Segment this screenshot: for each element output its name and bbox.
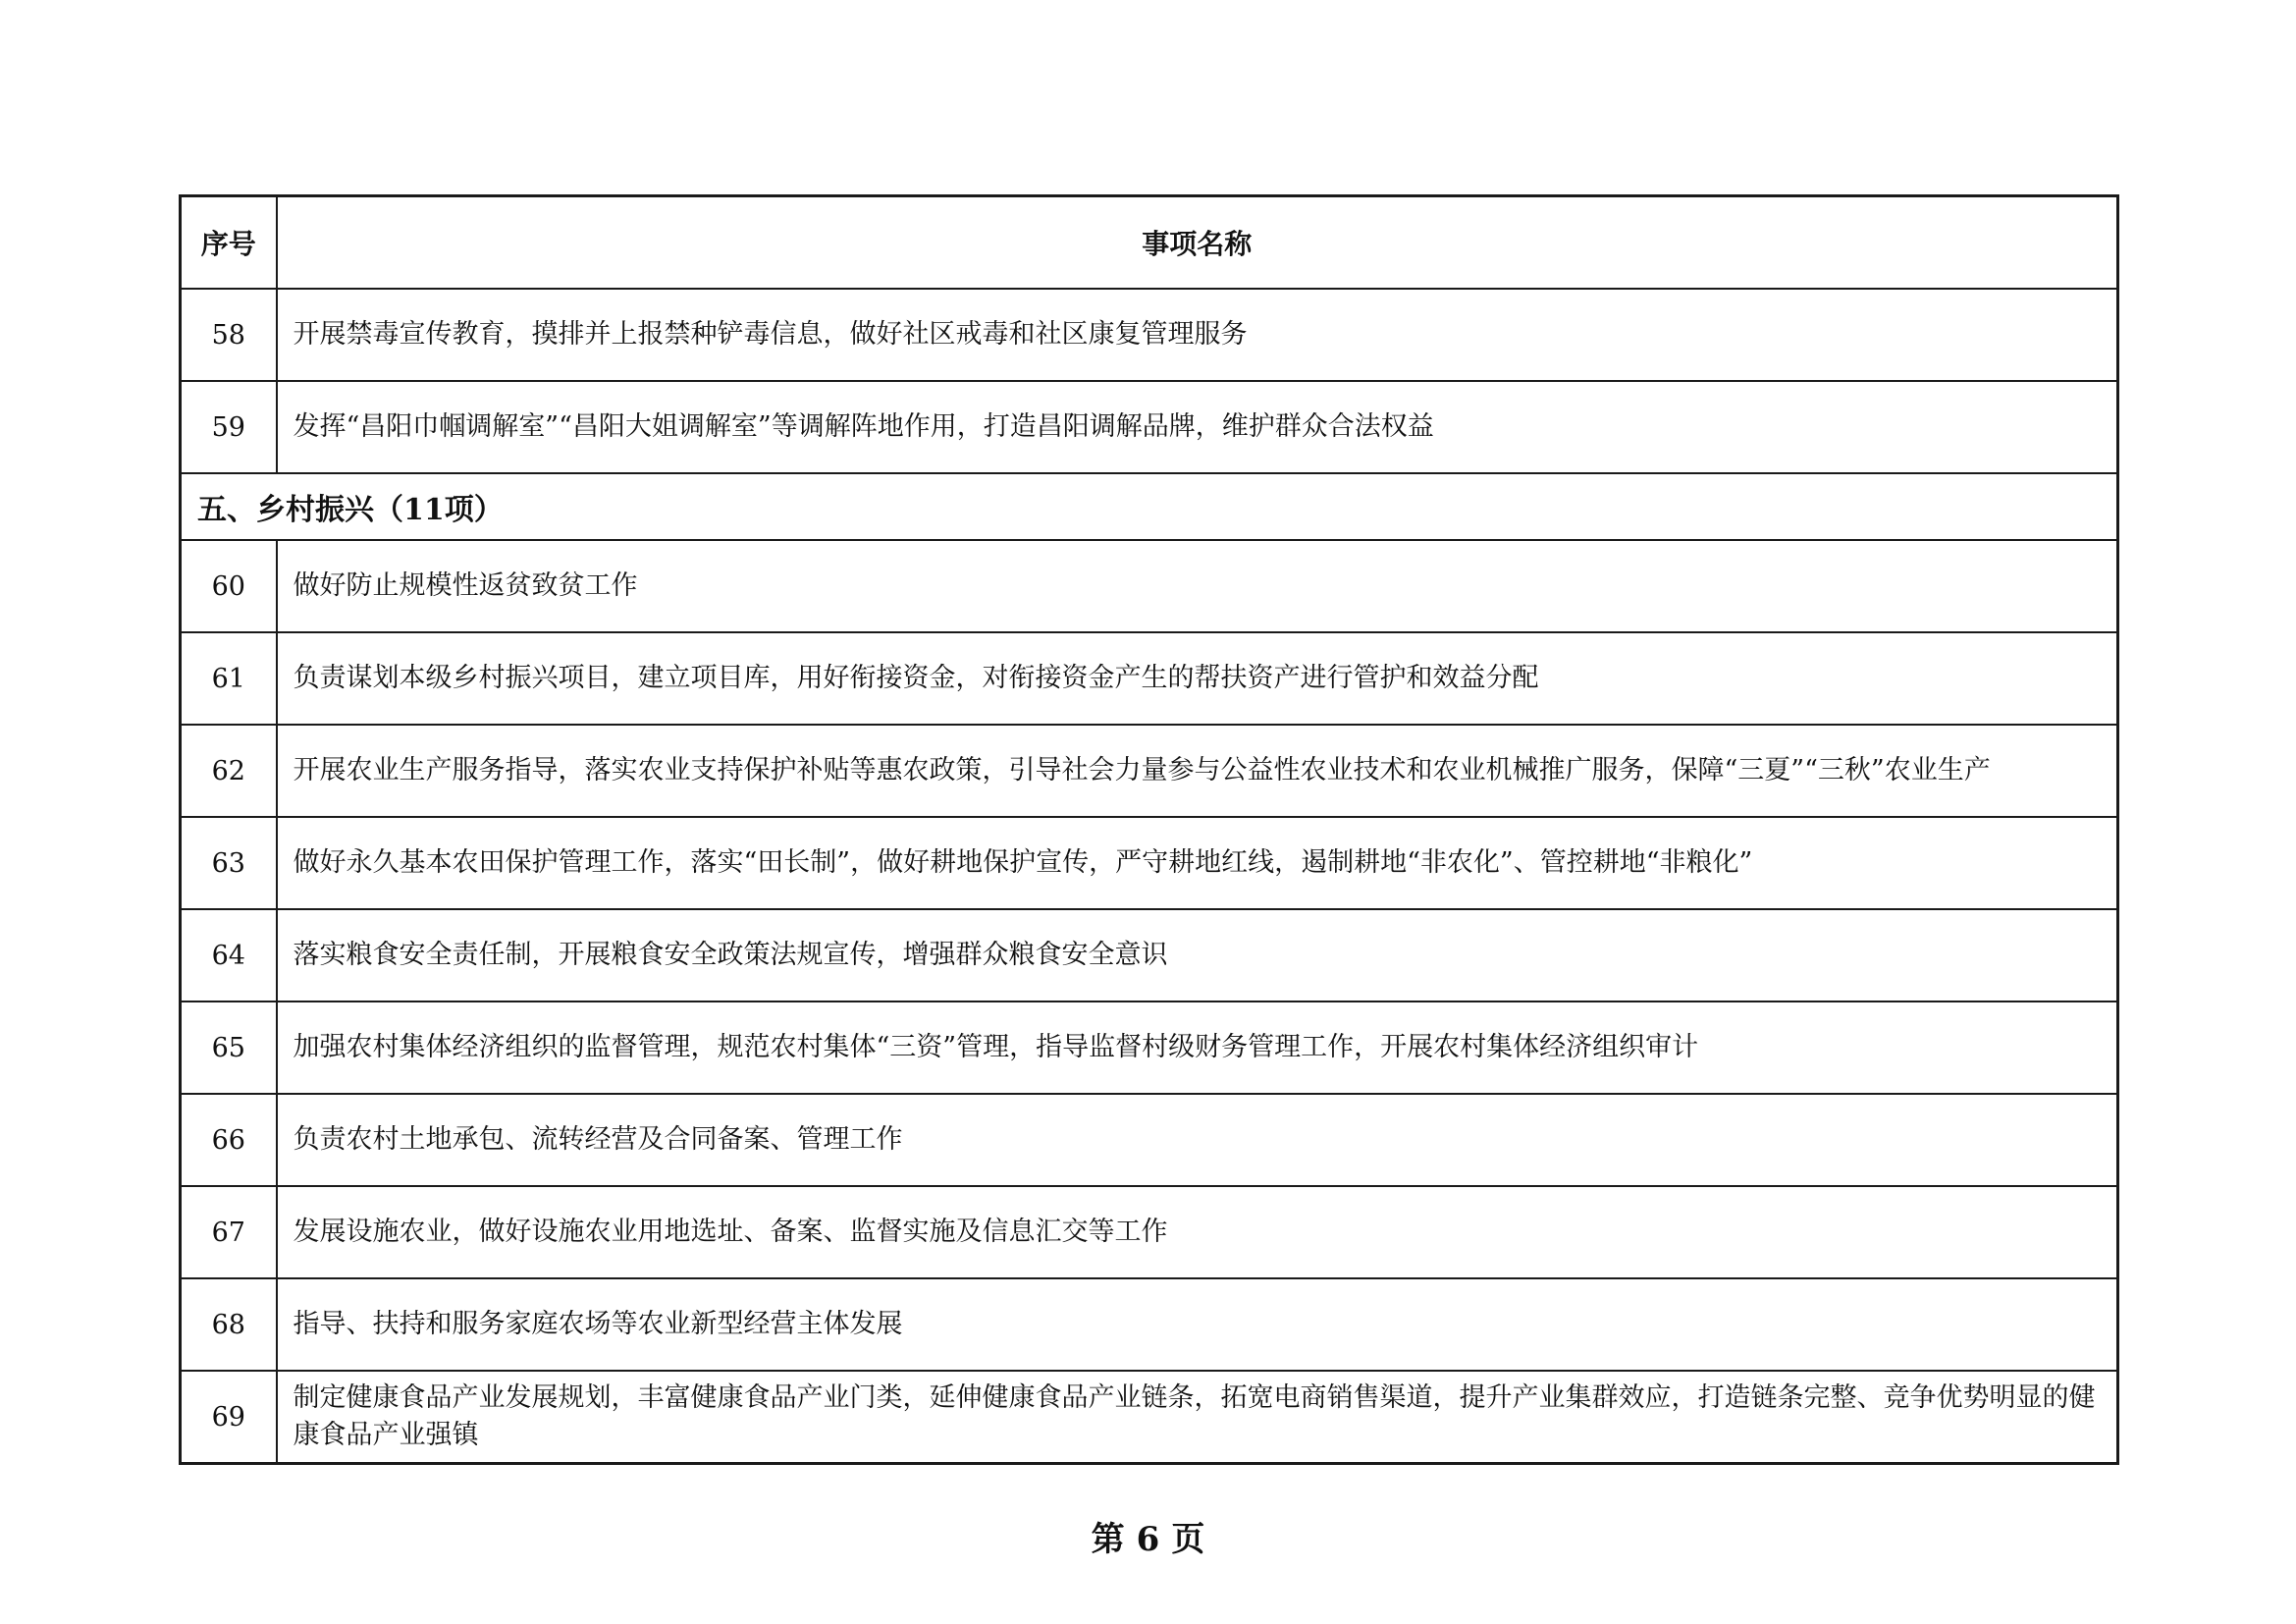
- table-row: [181, 909, 2118, 1001]
- table-row: [181, 1371, 2118, 1464]
- table-row: [181, 725, 2118, 817]
- row-number: 62: [181, 725, 277, 817]
- row-item-name: 加强农村集体经济组织的监督管理，规范农村集体“三资”管理，指导监督村级财务管理工作，开展农村集体经济组织审计: [277, 1001, 2118, 1094]
- row-number: 66: [181, 1094, 277, 1186]
- page-suffix: 页: [1171, 1520, 1205, 1559]
- table-row: [181, 632, 2118, 725]
- page-footer: [0, 1512, 2296, 1560]
- table-row: [181, 817, 2118, 909]
- row-number: 67: [181, 1186, 277, 1278]
- header-name: 事项名称: [277, 196, 2118, 290]
- row-item-name: 落实粮食安全责任制，开展粮食安全政策法规宣传，增强群众粮食安全意识: [277, 909, 2118, 1001]
- row-item-name: 发展设施农业，做好设施农业用地选址、备案、监督实施及信息汇交等工作: [277, 1186, 2118, 1278]
- table-row: [181, 540, 2118, 632]
- row-number: 68: [181, 1278, 277, 1371]
- items-table: [179, 194, 2119, 1465]
- page-prefix: 第: [1091, 1520, 1125, 1559]
- table-header-row: [181, 196, 2118, 290]
- row-item-name: 制定健康食品产业发展规划，丰富健康食品产业门类，延伸健康食品产业链条，拓宽电商销售渠道，提升产业集群效应，打造链条完整、竞争优势明显的健康食品产业强镇: [277, 1371, 2118, 1464]
- page-number: 6: [1136, 1520, 1160, 1559]
- row-number: 69: [181, 1371, 277, 1464]
- row-number: 61: [181, 632, 277, 725]
- table-row: [181, 381, 2118, 473]
- table-row: [181, 1094, 2118, 1186]
- row-item-name: 发挥“昌阳巾帼调解室”“昌阳大姐调解室”等调解阵地作用，打造昌阳调解品牌，维护群众合法权益: [277, 381, 2118, 473]
- row-item-name: 负责农村土地承包、流转经营及合同备案、管理工作: [277, 1094, 2118, 1186]
- table-row: [181, 289, 2118, 381]
- row-item-name: 指导、扶持和服务家庭农场等农业新型经营主体发展: [277, 1278, 2118, 1371]
- row-item-name: 开展农业生产服务指导，落实农业支持保护补贴等惠农政策，引导社会力量参与公益性农业技术和农业机械推广服务，保障“三夏”“三秋”农业生产: [277, 725, 2118, 817]
- row-item-name: 做好永久基本农田保护管理工作，落实“田长制”，做好耕地保护宣传，严守耕地红线，遏制耕地“非农化”、管控耕地“非粮化”: [277, 817, 2118, 909]
- row-item-name: 负责谋划本级乡村振兴项目，建立项目库，用好衔接资金，对衔接资金产生的帮扶资产进行管护和效益分配: [277, 632, 2118, 725]
- row-number: 64: [181, 909, 277, 1001]
- row-number: 65: [181, 1001, 277, 1094]
- row-number: 58: [181, 289, 277, 381]
- row-number: 60: [181, 540, 277, 632]
- table-row: [181, 1278, 2118, 1371]
- section-heading: 五、乡村振兴（11项）: [181, 473, 2118, 540]
- header-num: 序号: [181, 196, 277, 290]
- row-item-name: 做好防止规模性返贫致贫工作: [277, 540, 2118, 632]
- row-number: 59: [181, 381, 277, 473]
- row-number: 63: [181, 817, 277, 909]
- table-row: [181, 1001, 2118, 1094]
- section-heading-row: [181, 473, 2118, 540]
- row-item-name: 开展禁毒宣传教育，摸排并上报禁种铲毒信息，做好社区戒毒和社区康复管理服务: [277, 289, 2118, 381]
- table-row: [181, 1186, 2118, 1278]
